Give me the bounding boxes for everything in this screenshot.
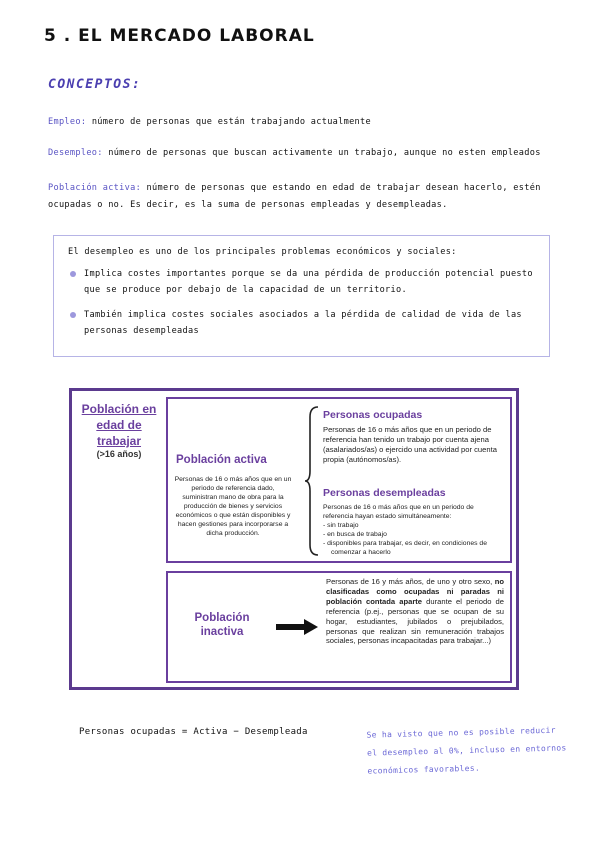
- list-item: - disponibles para trabajar, es decir, en condiciones de comenzar a hacerlo: [323, 540, 487, 556]
- inactiva-desc-bold: no clasificadas como ocupadas ni paradas ni población contada aparte: [326, 577, 504, 606]
- bullet-text: También implica costes sociales asociados a la pérdida de calidad de vida de las personas desempleadas: [84, 310, 522, 336]
- labour-market-diagram: [69, 388, 519, 690]
- list-item: [68, 266, 535, 298]
- pet-label: Población en edad de trabajar: [81, 402, 157, 448]
- conceptos-heading: CONCEPTOS:: [48, 77, 142, 92]
- definition-text: número de personas que estando en edad de trabajar desean hacerlo, estén ocupadas o no. Es decir, es la suma de personas empleadas y desempleadas.: [48, 183, 541, 210]
- ocupadas-description: Personas de 16 o más años que en un periodo de referencia han tenido un trabajo por cuenta ajena (asalariados/as) o ejercido una actividad por cuenta propia (autónomos/as).: [323, 425, 497, 464]
- side-note: Se ha visto que no es posible reducir el desempleo al 0%, incluso en entornos económicos favorables.: [366, 725, 567, 776]
- page-title: 5 . EL MERCADO LABORAL: [44, 26, 315, 46]
- list-item: - sin trabajo: [323, 522, 359, 529]
- definition-empleo: [48, 114, 558, 131]
- activa-title: Población activa: [176, 454, 267, 466]
- inactiva-desc-part: durante el periodo de referencia (p.ej., personas que se ocupan de su hogar, estudiantes, jubilados o prejubilados, personas que realizan sin remuneración trabajos sociales, personas incapacitadas para trabajar...): [326, 596, 504, 646]
- desempleadas-intro: Personas de 16 o más años que en un periodo de referencia hayan estado simultáneamente:: [323, 504, 474, 520]
- inactiva-title: Población inactiva: [194, 612, 250, 638]
- ocupadas-title: Personas ocupadas: [323, 409, 423, 421]
- arrow-right-icon: [276, 619, 318, 635]
- list-item: [68, 307, 535, 339]
- poblacion-activa-box: [166, 397, 512, 563]
- pet-age: (>16 años): [96, 449, 142, 459]
- desempleadas-title: Personas desempleadas: [323, 487, 446, 499]
- definition-desempleo: [48, 145, 558, 162]
- desempleadas-description: [323, 503, 505, 557]
- poblacion-inactiva-box: [166, 571, 512, 683]
- box-intro: El desempleo es uno de los principales problemas económicos y sociales:: [68, 247, 457, 257]
- term-desempleo: Desempleo:: [48, 148, 103, 158]
- bullet-dot-icon: [70, 312, 76, 318]
- formula: Personas ocupadas = Activa − Desempleada: [79, 727, 308, 737]
- bullet-dot-icon: [70, 271, 76, 277]
- desempleo-problems-box: [53, 235, 550, 357]
- inactiva-description: [326, 577, 504, 646]
- definition-poblacion-activa: [48, 180, 558, 214]
- bullet-text: Implica costes importantes porque se da una pérdida de producción potencial puesto que se produce por debajo de la capacidad de un territorio.: [84, 269, 533, 295]
- activa-description: Personas de 16 o más años que en un periodo de referencia dado, suministran mano de obra para la producción de bienes y servicios económicos o que están disponibles y hacen gestiones para incorporarse a dicha producción.: [174, 476, 292, 537]
- inactiva-desc-part: Personas de 16 y más años, de uno y otro sexo,: [326, 577, 495, 586]
- definition-text: número de personas que buscan activamente un trabajo, aunque no esten empleados: [108, 148, 541, 158]
- bullet-list: [68, 266, 535, 339]
- term-poblacion-activa: Población activa:: [48, 183, 142, 193]
- list-item: - en busca de trabajo: [323, 531, 387, 538]
- term-empleo: Empleo:: [48, 117, 87, 127]
- curly-brace-icon: [304, 405, 320, 557]
- definition-text: número de personas que están trabajando actualmente: [91, 117, 371, 127]
